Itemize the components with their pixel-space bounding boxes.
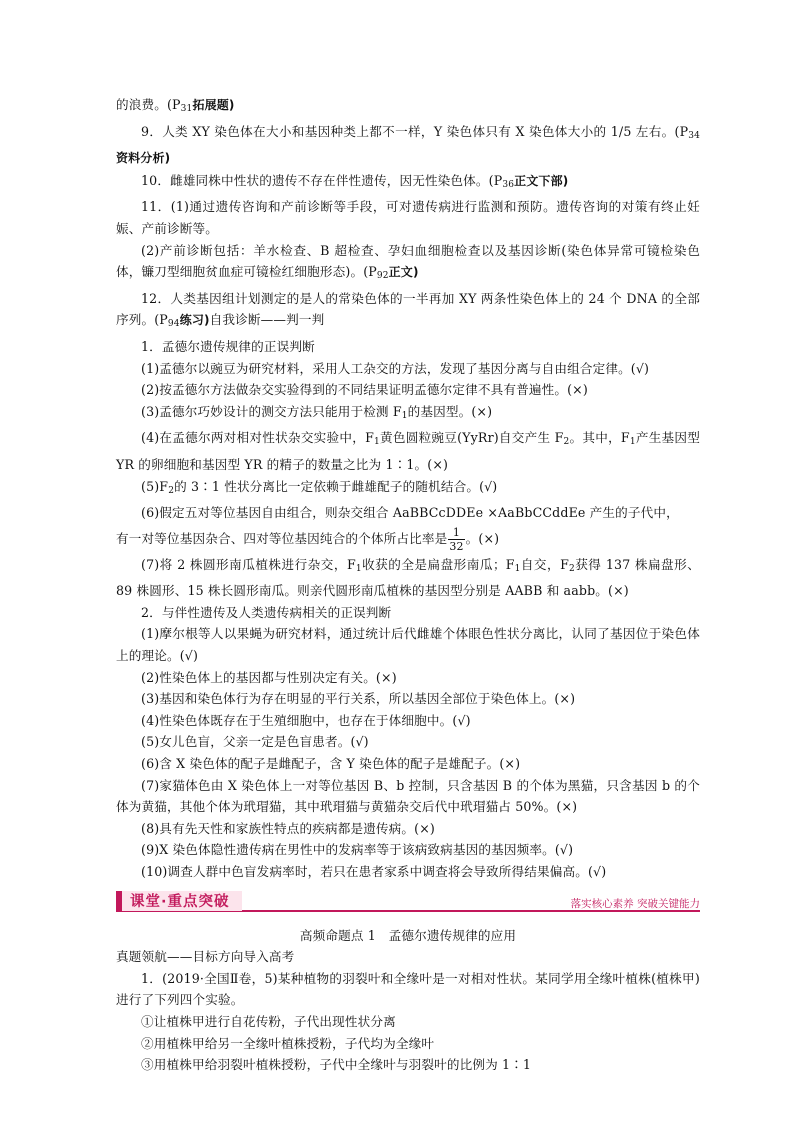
item-10 — [116, 170, 700, 197]
text: 的浪费。(P — [116, 97, 181, 112]
experiment-2: ②用植株甲给另一全缘叶植株授粉，子代均为全缘叶 — [141, 1035, 435, 1051]
line-waste — [116, 94, 700, 121]
banner-title: 课堂·重点突破 — [130, 893, 230, 910]
judge-1-2: (2)按孟德尔方法做杂交实验得到的不同结果证明孟德尔定律不具有普遍性。(×) — [141, 382, 588, 398]
ref-label: 练习) — [179, 313, 210, 328]
text: 9．人类 XY 染色体在大小和基因种类上都不一样，Y 染色体只有 X 染色体大小的 1/5 左右。(P — [141, 123, 689, 139]
judge-2-8: (8)具有先天性和家族性特点的疾病都是遗传病。(×) — [141, 820, 435, 836]
judge-2-3: (3)基因和染色体行为存在明显的平行关系，所以基因全部位于染色体上。(×) — [141, 691, 576, 707]
denominator: 32 — [449, 539, 464, 553]
section-lead: 真题领航——目标方向导入高考 — [116, 949, 295, 965]
text: (5)F — [141, 478, 169, 494]
text: (7)将 2 株圆形南瓜植株进行杂交，F — [141, 556, 356, 572]
page-ref: 34 — [688, 130, 700, 141]
subscript: 2 — [568, 563, 575, 574]
judge-1-3 — [116, 401, 700, 428]
page-ref: 36 — [502, 179, 515, 190]
subscript: 1 — [514, 563, 521, 574]
section-banner — [116, 891, 700, 913]
judge-2-5: (5)女儿色盲，父亲一定是色盲患者。(√) — [141, 734, 369, 750]
question-1: 1．(2019·全国Ⅱ卷，5)某种植物的羽裂叶和全缘叶是一对相对性状。某同学用全缘叶植株(植株甲)进行了下列四个实验。 — [116, 970, 700, 1008]
item-12 — [116, 288, 700, 336]
item-11-2 — [116, 240, 700, 288]
judge-2-7: (7)家猫体色由 X 染色体上一对等位基因 B、b 控制，只含基因 B 的个体为黑猫，只含基因 b 的个体为黄猫，其他个体为玳瑁猫，其中玳瑁猫与黄猫杂交后代中玳瑁猫占 50%。(×) — [116, 777, 700, 815]
page-ref: 92 — [376, 271, 389, 282]
ref-label: 拓展题) — [192, 98, 235, 112]
subscript: 1 — [401, 410, 408, 421]
text: 。(×) — [465, 530, 500, 546]
judge-1-5 — [116, 476, 700, 503]
judge-1-6: (6)假定五对等位基因自由组合，则杂交组合 AaBBCcDDEe ×AaBbCCddEe 产生的子代中， — [141, 505, 679, 521]
judge-heading-1: 1．孟德尔遗传规律的正误判断 — [141, 338, 315, 354]
text: 。其中，F — [569, 430, 630, 446]
judge-2-4: (4)性染色体既存在于生殖细胞中，也存在于体细胞中。(√) — [141, 712, 471, 728]
text: (2)产前诊断包括：羊水检查、B 超检查、孕妇血细胞检查以及基因诊断(染色体异常可镜检染色体，镰刀型细胞贫血症可镜检红细胞形态)。(P — [116, 242, 700, 280]
text: 的基因型。(×) — [407, 403, 493, 419]
numerator: 1 — [448, 526, 464, 540]
text: 12．人类基因组计划测定的是人的常染色体的一半再加 XY 两条性染色体上的 24 个 DNA 的全部序列。(P — [116, 290, 700, 328]
page-ref: 31 — [180, 104, 193, 114]
judge-2-9: (9)X 染色体隐性遗传病在男性中的发病率等于该病致病基因的基因频率。(√) — [141, 842, 574, 858]
subscript: 1 — [629, 437, 636, 448]
ref-label: 正文) — [388, 265, 419, 280]
judge-heading-2: 2．与伴性遗传及人类遗传病相关的正误判断 — [141, 604, 392, 620]
banner-subtitle: 落实核心素养 突破关键能力 — [570, 897, 700, 910]
page-ref: 94 — [167, 319, 180, 330]
self-check-heading: 自我诊断——判一判 — [209, 312, 325, 328]
judge-1-7 — [116, 554, 700, 602]
subscript: 2 — [563, 437, 570, 448]
item-11-1: 11．(1)通过遗传咨询和产前诊断等手段，可对遗传病进行监测和预防。遗传咨询的对策有终止妊娠、产前诊断等。 — [116, 199, 700, 236]
text: (4)在孟德尔两对相对性状杂交实验中，F — [141, 430, 374, 446]
text: (3)孟德尔巧妙设计的测交方法只能用于检测 F — [141, 403, 402, 419]
judge-1-6-cont — [116, 524, 700, 554]
section-heading: 高频命题点 1 孟德尔遗传规律的应用 — [299, 927, 517, 943]
judge-2-2: (2)性染色体上的基因都与性别决定有关。(×) — [141, 669, 397, 685]
ref-label: 资料分析) — [116, 151, 171, 166]
page-content — [116, 94, 700, 1076]
text: 自交，F — [520, 556, 569, 572]
item-9 — [116, 121, 700, 170]
judge-1-1: (1)孟德尔以豌豆为研究材料，采用人工杂交的方法，发现了基因分离与自由组合定律。(√) — [141, 360, 650, 376]
text: 收获的全是扁盘形南瓜；F — [361, 556, 515, 572]
text: 10．雌雄同株中性状的遗传不存在伴性遗传，因无性染色体。(P — [141, 172, 503, 188]
banner-tag — [116, 891, 242, 911]
judge-2-1: (1)摩尔根等人以果蝇为研究材料，通过统计后代雌雄个体眼色性状分离比，认同了基因位于染色体上的理论。(√) — [116, 626, 700, 664]
text: 有一对等位基因杂合、四对等位基因纯合的个体所占比率是 — [116, 530, 448, 546]
subscript: 2 — [168, 485, 175, 496]
experiment-1: ①让植株甲进行自花传粉，子代出现性状分离 — [141, 1013, 396, 1029]
text: 产生基因型 YR 的卵细胞和基因型 YR 的精子的数量之比为 1∶1。(×) — [116, 430, 701, 472]
text: 获得 137 株扁盘形、89 株圆形、15 株长圆形南瓜。则亲代圆形南瓜植株的基因型分别是 AABB 和 aabb。(×) — [116, 556, 700, 599]
judge-2-6: (6)含 X 染色体的配子是雌配子，含 Y 染色体的配子是雄配子。(×) — [141, 756, 521, 772]
subscript: 1 — [374, 437, 380, 448]
judge-2-10: (10)调查人群中色盲发病率时，若只在患者家系中调查将会导致所得结果偏高。(√) — [141, 864, 607, 879]
ref-label: 正文下部) — [514, 173, 569, 188]
subscript: 1 — [355, 563, 362, 574]
experiment-3: ③用植株甲给羽裂叶植株授粉，子代中全缘叶与羽裂叶的比例为 1∶1 — [141, 1057, 532, 1073]
judge-1-4 — [116, 427, 700, 475]
text: 黄色圆粒豌豆(YyRr)自交产生 F — [379, 430, 564, 446]
fraction — [448, 526, 464, 553]
text: 的 3∶1 性状分离比一定依赖于雌雄配子的随机结合。(√) — [174, 478, 498, 494]
